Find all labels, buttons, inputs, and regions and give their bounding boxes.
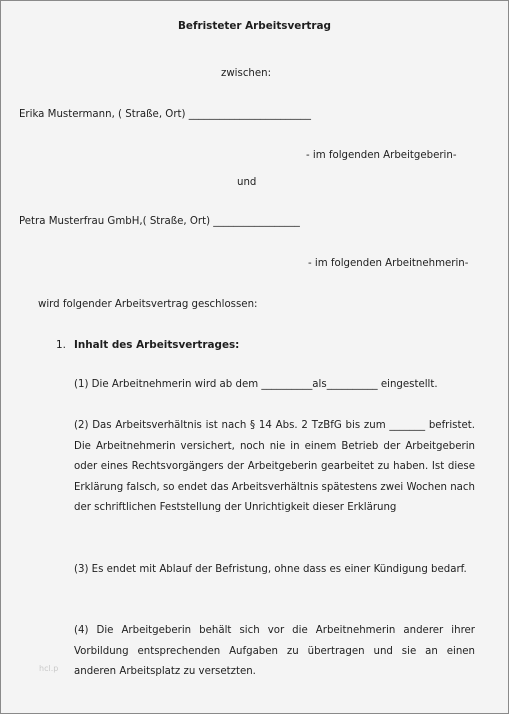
party-employee-line: Petra Musterfrau GmbH,( Straße, Ort) _________________	[19, 216, 300, 227]
party-employer-line: Erika Mustermann, ( Straße, Ort) ________________________	[19, 109, 311, 120]
section-number: 1.	[56, 339, 66, 351]
party-employer-role: - im folgenden Arbeitgeberin-	[306, 150, 457, 161]
clause-3: (3) Es endet mit Ablauf der Befristung, ohne dass es einer Kündigung bedarf.	[74, 564, 467, 575]
clause-1: (1) Die Arbeitnehmerin wird ab dem __________als__________ eingestellt.	[74, 379, 438, 390]
between-label: zwischen:	[221, 68, 272, 79]
contract-intro: wird folgender Arbeitsvertrag geschlossen:	[38, 299, 258, 310]
and-label: und	[237, 177, 257, 188]
document-title: Befristeter Arbeitsvertrag	[178, 20, 331, 32]
watermark: hcl.p	[39, 664, 59, 673]
section-heading: Inhalt des Arbeitsvertrages:	[74, 339, 240, 351]
clause-2: (2) Das Arbeitsverhältnis ist nach § 14 Abs. 2 TzBfG bis zum _______ befristet. Die Arbeitnehmerin versichert, noch nie in einem Betrieb der Arbeitgeberin oder eines Rechtsvorgängers der Arbeitgeberin gearbeitet zu haben. Ist diese Erklärung falsch, so endet das Arbeitsverhältnis spätestens zwei Wochen nach der schriftlichen Feststellung der Unrichtigkeit dieser Erklärung	[74, 420, 475, 513]
clause-4: (4) Die Arbeitgeberin behält sich vor die Arbeitnehmerin anderer ihrer Vorbildung entsprechenden Aufgaben zu übertragen und sie an einen anderen Arbeitsplatz zu versetzten.	[74, 625, 475, 677]
party-employee-role: - im folgenden Arbeitnehmerin-	[308, 258, 469, 269]
